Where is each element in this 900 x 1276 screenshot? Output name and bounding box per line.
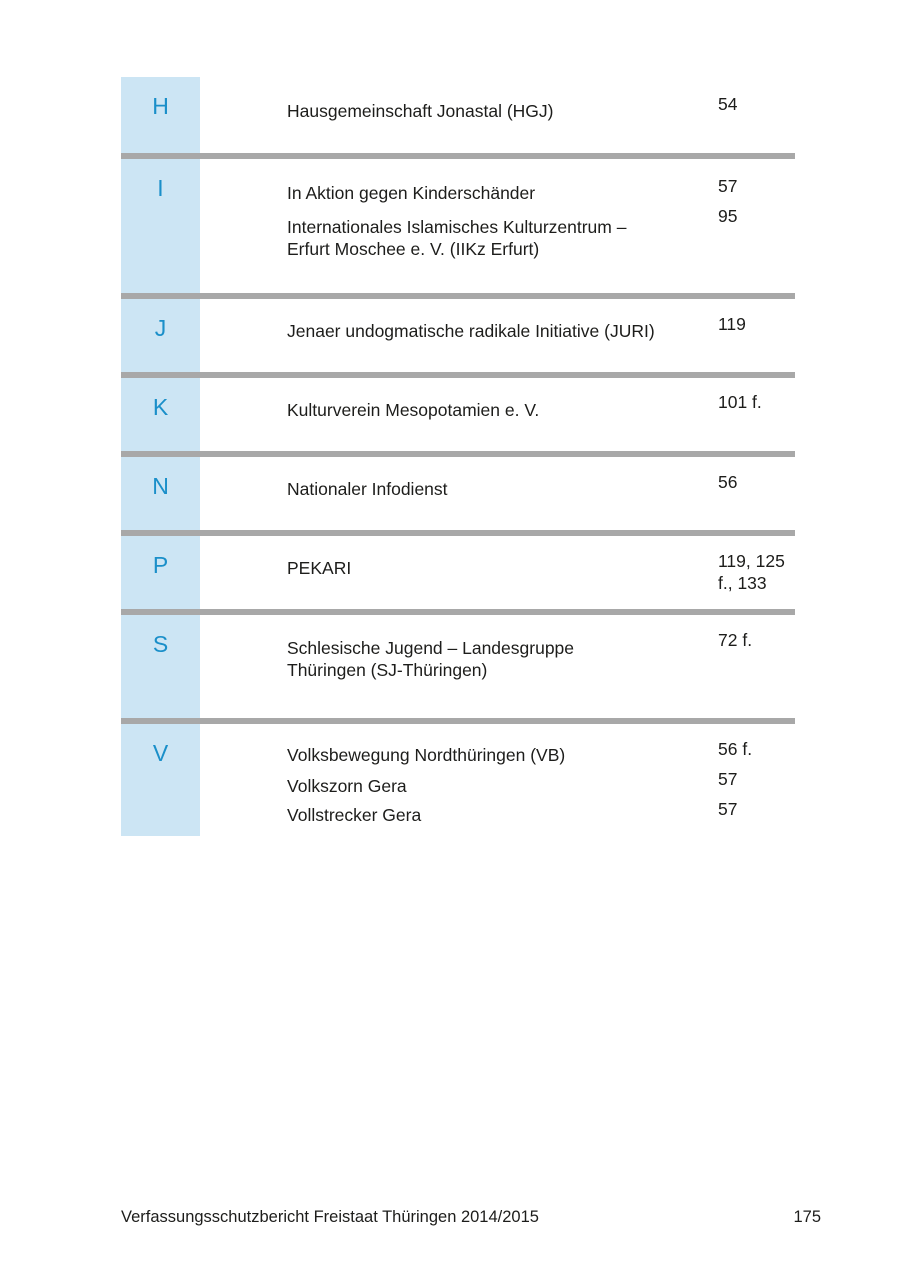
entry-pages: 57 (718, 176, 738, 196)
letter-column (121, 299, 200, 372)
entry-name: Schlesische Jugend – Landesgruppe Thüringen (SJ-Thüringen) (287, 638, 575, 680)
section-letter: N (152, 473, 169, 499)
section-letter: H (152, 93, 169, 119)
entry-name: Jenaer undogmatische radikale Initiative (JURI) (287, 321, 655, 341)
section-entries (200, 299, 795, 372)
section-n (121, 451, 795, 530)
section-entries (200, 378, 795, 451)
letter-column (121, 724, 200, 836)
entry-pages: 54 (718, 94, 738, 114)
letter-column (121, 77, 200, 153)
letter-column (121, 457, 200, 530)
entry-pages: 101 f. (718, 392, 762, 412)
section-letter: S (152, 631, 169, 657)
section-entries (200, 159, 795, 293)
section-v (121, 718, 795, 836)
section-entries (200, 615, 795, 718)
page-number: 175 (793, 1208, 821, 1226)
section-letter: J (154, 315, 167, 341)
entry-pages: 57 (718, 799, 738, 819)
entry-name: Kulturverein Mesopotamien e. V. (287, 400, 540, 420)
entry-pages: 57 (718, 769, 738, 789)
section-p (121, 530, 795, 609)
entry-pages: 72 f. (718, 630, 753, 650)
section-s (121, 609, 795, 718)
section-letter: K (152, 394, 169, 420)
entry-name: Hausgemeinschaft Jonastal (HGJ) (287, 101, 554, 121)
letter-column (121, 536, 200, 609)
entry-pages: 95 (718, 206, 738, 226)
letter-column (121, 615, 200, 718)
entry-pages: 119 (718, 314, 746, 334)
section-letter: V (152, 740, 169, 766)
section-i (121, 153, 795, 293)
index-table (121, 77, 795, 836)
entry-name: In Aktion gegen Kinderschänder (287, 183, 536, 203)
section-entries (200, 536, 795, 609)
entry-name: Internationales Islamisches Kulturzentrum – Erfurt Moschee e. V. (IIKz Erfurt) (287, 217, 627, 259)
entry-name: Volkszorn Gera (287, 776, 407, 796)
section-entries (200, 457, 795, 530)
entry-name: Nationaler Infodienst (287, 479, 448, 499)
section-k (121, 372, 795, 451)
section-entries (200, 724, 795, 836)
section-entries (200, 77, 795, 153)
entry-pages: 56 (718, 472, 738, 492)
section-letter: I (157, 175, 164, 201)
letter-column (121, 159, 200, 293)
entry-name: Vollstrecker Gera (287, 805, 422, 825)
section-letter: P (152, 552, 169, 578)
letter-column (121, 378, 200, 451)
footer-title: Verfassungsschutzbericht Freistaat Thüringen 2014/2015 (121, 1208, 539, 1226)
entry-name: PEKARI (287, 558, 352, 578)
entry-pages: 56 f. (718, 739, 753, 759)
entry-pages: 119, 125 f., 133 (718, 551, 785, 593)
entry-name: Volksbewegung Nordthüringen (VB) (287, 745, 566, 765)
section-j (121, 293, 795, 372)
section-h (121, 77, 795, 153)
